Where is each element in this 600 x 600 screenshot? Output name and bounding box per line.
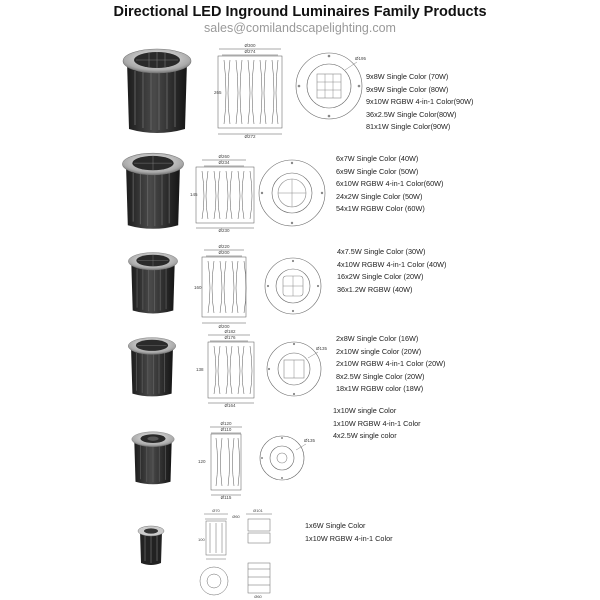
product-photo [124, 334, 180, 400]
page-title: Directional LED Inground Luminaires Family Products [113, 4, 487, 20]
spec-item: 24x2W Single Color (50W) [336, 191, 423, 201]
spec-item: 1x6W Single Color [305, 521, 366, 530]
spec-item: 9x10W RGBW 4-in-1 Color(90W) [366, 97, 474, 106]
dim-lens: Ø195 [355, 56, 367, 61]
spec-list [336, 333, 445, 396]
dim-top-inner: Ø274 [244, 49, 256, 54]
dim-bottom: Ø230 [218, 228, 230, 233]
top-view-drawing [291, 44, 371, 124]
product-row-5 [0, 406, 600, 500]
spec-item: 9x8W Single Color (70W) [366, 72, 449, 81]
spec-list [336, 153, 443, 216]
dim-height: 100 [198, 537, 205, 542]
side-view-drawing [190, 153, 258, 233]
dim-top-outer: Ø220 [218, 244, 230, 249]
spec-item: 18x1W RGBW color (18W) [336, 384, 424, 393]
spec-item: 16x2W Single Color (20W) [337, 272, 424, 281]
spec-item: 81x1W Single Color(90W) [366, 122, 451, 131]
spec-item: 1x10W RGBW 4-in-1 Color [333, 418, 421, 428]
product-row-4 [0, 328, 600, 408]
dim-top-inner: Ø176 [224, 335, 236, 340]
dim-bottom: Ø60 [254, 594, 262, 599]
spec-item: 54x1W RGBW Color (60W) [336, 204, 425, 213]
dim-top-outer: Ø300 [244, 43, 256, 48]
spec-list [337, 246, 446, 296]
spec-list [305, 520, 393, 545]
dim-lens: Ø135 [316, 346, 328, 351]
dim-height: 160 [194, 285, 202, 290]
spec-item: 6x10W RGBW 4-in-1 Color(60W) [336, 179, 444, 188]
dim-lens: Ø135 [304, 438, 316, 443]
side-view-drawing [194, 243, 254, 329]
product-photo [128, 428, 178, 488]
spec-item: 6x7W Single Color (40W) [336, 154, 419, 163]
side-view-drawing [196, 420, 256, 500]
dim-top-outer: Ø70 [212, 508, 220, 513]
dim-bottom: Ø200 [218, 324, 230, 329]
dim-top-outer: Ø120 [220, 421, 232, 426]
dim-height: 265 [214, 90, 222, 95]
spec-item: 36x2.5W Single Color(80W) [366, 109, 457, 119]
top-view-drawing [262, 255, 324, 317]
spec-item: 4x7.5W Single Color (30W) [337, 247, 426, 256]
spec-item: 9x9W Single Color (80W) [366, 84, 449, 94]
spec-item: 4x10W RGBW 4-in-1 Color (40W) [337, 259, 447, 269]
dim-top-inner: Ø234 [218, 160, 230, 165]
dim-top-inner: Ø60 [232, 514, 240, 519]
spec-list [366, 71, 473, 134]
product-photo [124, 249, 182, 317]
product-row-2 [0, 145, 600, 235]
dim-top-inner: Ø110 [220, 427, 232, 432]
dim-height: 120 [198, 459, 206, 464]
top-view-drawing [258, 430, 318, 486]
side-view-drawing [196, 328, 262, 408]
spec-item: 2x10W RGBW 4-in-1 Color (20W) [336, 359, 446, 368]
product-row-3 [0, 243, 600, 328]
spec-item: 1x10W single Color [333, 406, 397, 415]
dim-bottom: Ø115 [220, 495, 232, 500]
product-photo [134, 523, 168, 567]
dim-bottom: Ø164 [224, 403, 236, 408]
top-view-drawing [256, 157, 328, 229]
spec-item: 8x2.5W Single Color (20W) [336, 371, 425, 381]
dim-height: 138 [196, 367, 204, 372]
dim-top-outer: Ø260 [218, 154, 230, 159]
spec-list [333, 405, 421, 443]
dim-height: 145 [190, 192, 198, 197]
side-view-drawing [190, 507, 282, 599]
spec-item: 4x2.5W single color [333, 431, 397, 440]
product-photo [117, 45, 197, 137]
spec-item: 1x10W RGBW 4-in-1 Color [305, 533, 393, 543]
product-row-6 [0, 505, 600, 600]
dim-top-inner: Ø200 [218, 250, 230, 255]
spec-item: 2x10W single Color (20W) [336, 346, 422, 356]
spec-item: 2x8W Single Color (16W) [336, 334, 419, 343]
spec-item: 36x1.2W RGBW (40W) [337, 284, 413, 294]
dim-top-outer: Ø182 [224, 329, 236, 334]
dim-bottom: Ø272 [244, 134, 256, 138]
product-photo [117, 149, 189, 233]
product-row-1 [0, 40, 600, 140]
spec-item: 6x9W Single Color (50W) [336, 166, 419, 176]
top-view-drawing [264, 336, 330, 402]
contact-email: sales@comilandscapelighting.com [204, 21, 396, 35]
side-view-drawing [214, 42, 286, 138]
dim-lens: Ø101 [253, 508, 263, 513]
